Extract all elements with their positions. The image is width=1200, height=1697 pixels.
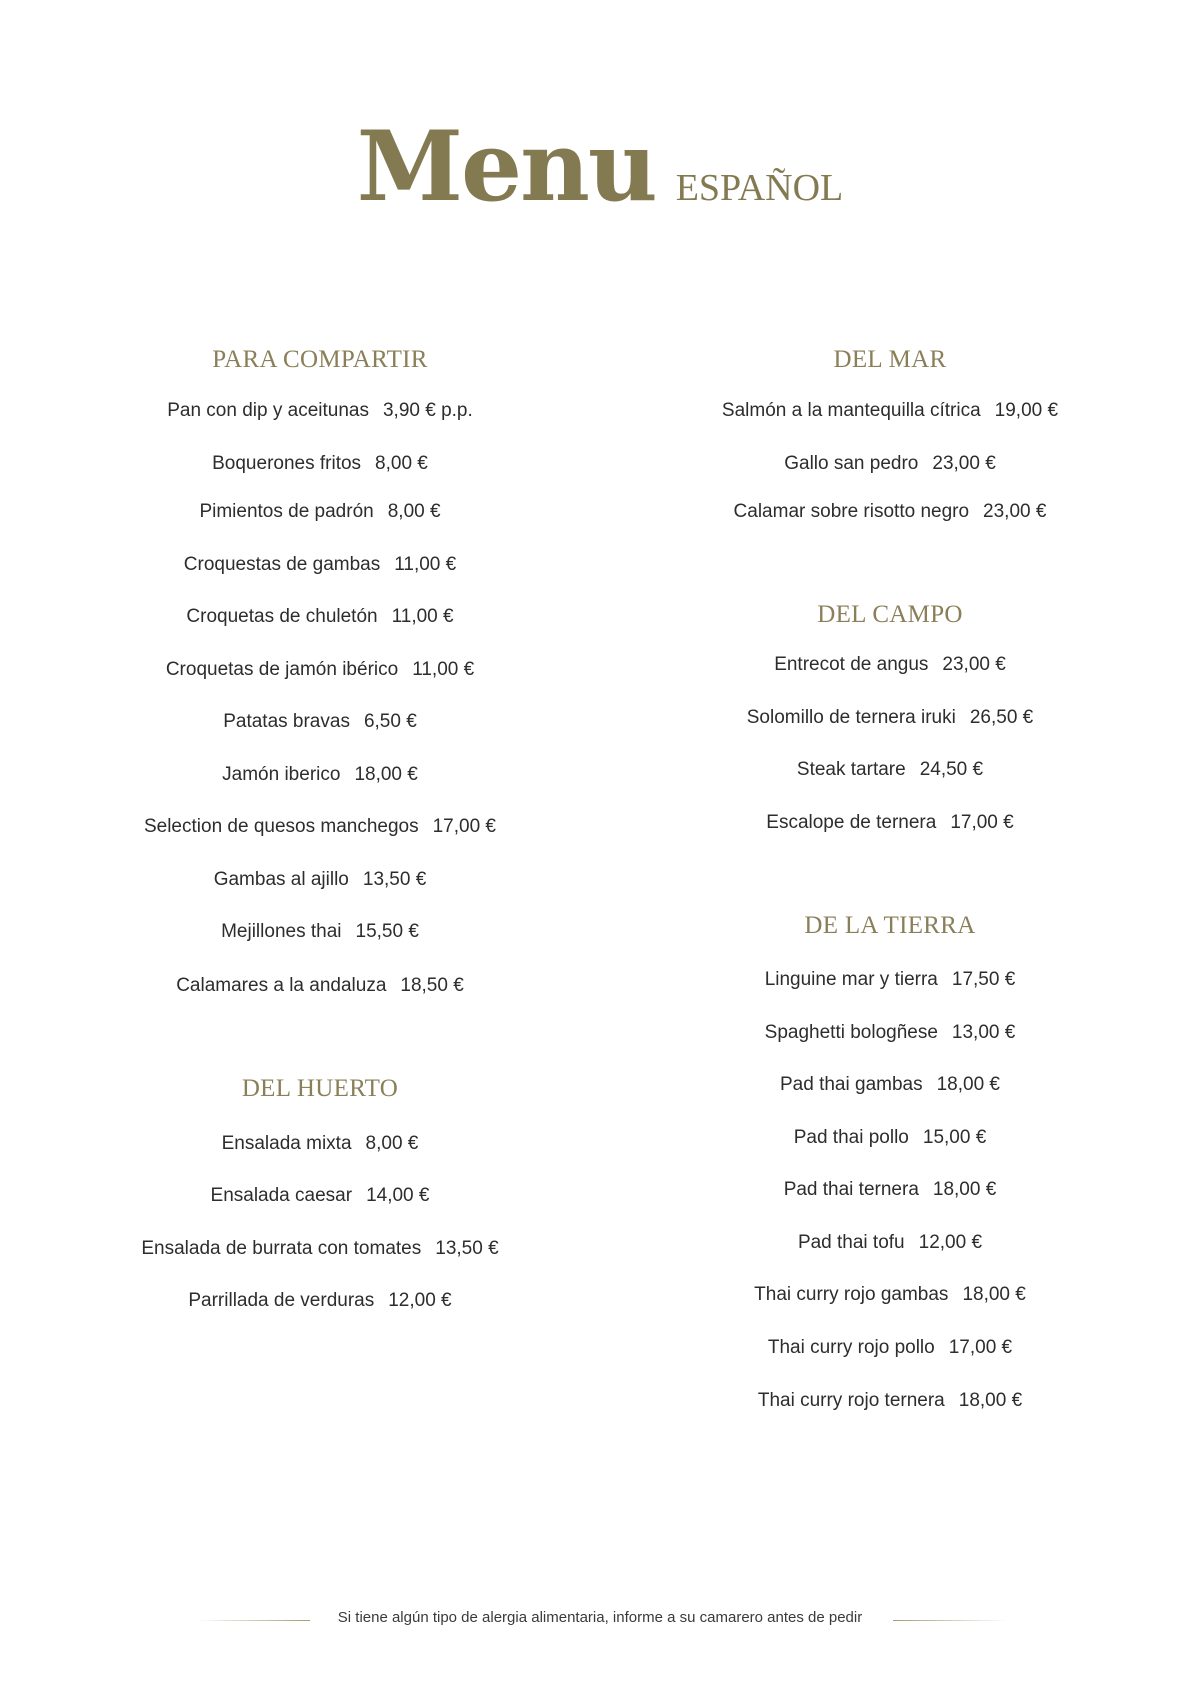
item-name: Mejillones thai	[221, 921, 342, 942]
item-price: 14,00 €	[366, 1185, 430, 1206]
menu-item	[610, 1230, 1170, 1256]
menu-item	[40, 814, 600, 840]
item-price: 23,00 €	[983, 501, 1047, 522]
item-name: Gambas al ajillo	[213, 869, 349, 890]
menu-item	[40, 867, 600, 893]
menu-item	[40, 709, 600, 735]
item-name: Pad thai gambas	[780, 1074, 923, 1095]
item-price: 11,00 €	[412, 659, 475, 680]
item-name: Jamón iberico	[222, 764, 341, 785]
item-price: 13,50 €	[435, 1238, 499, 1259]
menu-item	[610, 705, 1170, 731]
item-name: Pan con dip y aceitunas	[167, 400, 369, 421]
item-price: 18,00 €	[932, 1179, 997, 1200]
item-price: 17,00 €	[950, 812, 1014, 833]
item-name: Steak tartare	[796, 759, 906, 780]
menu-item	[610, 652, 1170, 678]
menu-item	[610, 1125, 1170, 1151]
item-price: 8,00 €	[387, 501, 441, 522]
item-name: Thai curry rojo pollo	[767, 1337, 935, 1358]
item-name: Solomillo de ternera iruki	[746, 707, 956, 728]
item-name: Croquestas de gambas	[183, 554, 381, 575]
menu-item	[40, 451, 600, 477]
menu-item	[610, 1020, 1170, 1046]
section-title-para-compartir: PARA COMPARTIR	[212, 346, 428, 373]
menu-item	[40, 1131, 600, 1157]
item-name: Pad thai ternera	[783, 1179, 919, 1200]
section-title-del-mar: DEL MAR	[833, 346, 947, 373]
menu-item	[40, 1183, 600, 1209]
item-price: 23,00 €	[942, 654, 1006, 675]
menu-item	[40, 973, 600, 999]
menu-item	[40, 552, 600, 578]
menu-item	[610, 1335, 1170, 1361]
item-price: 18,00 €	[936, 1074, 1000, 1095]
footer	[0, 1605, 1200, 1635]
section-title-del-campo: DEL CAMPO	[817, 601, 963, 628]
item-price: 12,00 €	[918, 1232, 983, 1253]
item-name: Patatas bravas	[223, 711, 350, 732]
item-price: 13,50 €	[362, 869, 427, 890]
menu-item	[40, 762, 600, 788]
item-name: Entrecot de angus	[774, 654, 929, 675]
item-price: 23,00 €	[932, 453, 996, 474]
item-name: Thai curry rojo ternera	[757, 1390, 945, 1411]
item-price: 19,00 €	[994, 400, 1059, 421]
item-name: Pad thai pollo	[793, 1127, 909, 1148]
menu-item	[610, 1177, 1170, 1203]
item-price: 3,90 € p.p.	[382, 400, 473, 421]
menu-item	[610, 967, 1170, 993]
item-price: 17,00 €	[948, 1337, 1013, 1358]
page-subtitle: ESPAÑOL	[675, 167, 844, 209]
menu-item	[40, 499, 600, 525]
menu-item	[610, 451, 1170, 477]
item-price: 11,00 €	[394, 554, 457, 575]
item-price: 12,00 €	[388, 1290, 452, 1311]
menu-item	[610, 757, 1170, 783]
item-name: Escalope de ternera	[766, 812, 937, 833]
footer-divider-right	[893, 1620, 1008, 1621]
item-price: 6,50 €	[363, 711, 417, 732]
item-name: Thai curry rojo gambas	[754, 1284, 949, 1305]
section-title-de-la-tierra: DE LA TIERRA	[804, 912, 976, 939]
item-name: Parrillada de verduras	[188, 1290, 375, 1311]
menu-item	[610, 810, 1170, 836]
item-name: Calamar sobre risotto negro	[733, 501, 970, 522]
item-price: 24,50 €	[919, 759, 984, 780]
item-name: Pimientos de padrón	[199, 501, 374, 522]
menu-item	[40, 1288, 600, 1314]
menu-item	[40, 919, 600, 945]
menu-item	[610, 1388, 1170, 1414]
page-title: Menu	[356, 110, 656, 223]
item-price: 26,50 €	[969, 707, 1034, 728]
menu-item	[610, 499, 1170, 525]
item-name: Spaghetti bologñese	[764, 1022, 938, 1043]
item-price: 11,00 €	[391, 606, 454, 627]
menu-item	[40, 398, 600, 424]
item-price: 17,50 €	[951, 969, 1016, 990]
menu-header	[0, 110, 1200, 223]
item-price: 18,00 €	[958, 1390, 1023, 1411]
allergy-note: Si tiene algún tipo de alergia alimentaria, informe a su camarero antes de pedir	[337, 1609, 863, 1626]
section-title-del-huerto: DEL HUERTO	[241, 1075, 399, 1102]
item-price: 8,00 €	[375, 453, 428, 474]
item-name: Salmón a la mantequilla cítrica	[721, 400, 981, 421]
item-price: 13,00 €	[951, 1022, 1016, 1043]
item-price: 8,00 €	[365, 1133, 419, 1154]
item-name: Ensalada caesar	[210, 1185, 353, 1206]
item-price: 17,00 €	[432, 816, 497, 837]
item-name: Croquetas de chuletón	[186, 606, 378, 627]
item-price: 18,00 €	[354, 764, 418, 785]
item-name: Linguine mar y tierra	[764, 969, 938, 990]
menu-item	[610, 398, 1170, 424]
item-name: Pad thai tofu	[797, 1232, 905, 1253]
item-name: Croquetas de jamón ibérico	[165, 659, 399, 680]
item-name: Selection de quesos manchegos	[143, 816, 419, 837]
item-price: 18,50 €	[400, 975, 464, 996]
item-name: Ensalada mixta	[221, 1133, 352, 1154]
menu-item	[610, 1282, 1170, 1308]
item-name: Boquerones fritos	[212, 453, 362, 474]
menu-item	[40, 657, 600, 683]
menu-item	[40, 1236, 600, 1262]
item-price: 18,00 €	[962, 1284, 1026, 1305]
item-name: Ensalada de burrata con tomates	[141, 1238, 422, 1259]
item-name: Gallo san pedro	[784, 453, 919, 474]
item-price: 15,00 €	[922, 1127, 987, 1148]
item-price: 15,50 €	[355, 921, 419, 942]
menu-item	[40, 604, 600, 630]
menu-item	[610, 1072, 1170, 1098]
item-name: Calamares a la andaluza	[176, 975, 387, 996]
